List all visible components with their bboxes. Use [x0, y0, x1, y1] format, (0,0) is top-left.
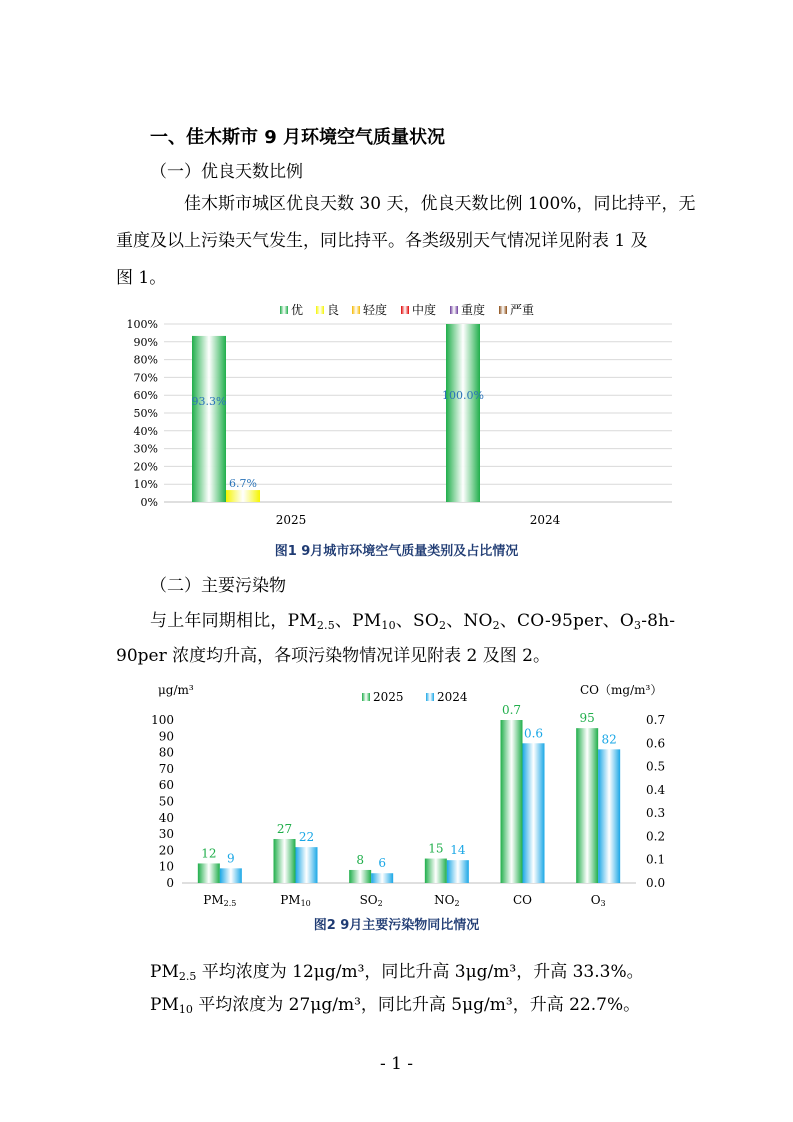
chart1-ytick-label: 70%: [133, 371, 158, 385]
chart2-left-tick-label: 0: [166, 876, 174, 890]
chart1-legend-label: 优: [291, 303, 304, 317]
chart2-data-label: 82: [601, 732, 617, 747]
chart2-right-tick-label: 0.4: [646, 782, 666, 797]
chart1-ytick-label: 30%: [133, 442, 158, 456]
chart2-data-label: 0.7: [501, 703, 522, 717]
chart2-bar-PM2.5-2024: [220, 868, 242, 883]
chart2-legend-swatch: [426, 693, 434, 701]
chart1-legend-item-4: [450, 302, 485, 317]
chart1-xtick-label: 2024: [529, 513, 561, 527]
chart2-xtick-label: O3: [590, 893, 606, 908]
subsection-title-2: （二）主要污染物: [150, 576, 286, 596]
chart2-left-tick-label: 10: [158, 859, 174, 874]
chart1-legend-label: 中度: [412, 303, 437, 317]
chart2-xtick-label: PM10: [280, 893, 311, 908]
chart2-data-label: 6: [378, 856, 386, 871]
chart1-data-label: 6.7%: [229, 477, 257, 491]
chart2-left-unit: μg/m³: [158, 683, 194, 697]
chart1-legend-swatch: [450, 306, 458, 314]
chart1-ytick-label: 80%: [133, 353, 158, 367]
chart2-bar-NO2-2025: [425, 859, 447, 883]
chart2-data-label: 9: [227, 851, 235, 866]
chart1-ytick-label: 100%: [126, 318, 158, 331]
chart1-legend-item-5: [499, 302, 534, 317]
page-number: - 1 -: [379, 1054, 414, 1074]
chart2-legend-label: 2024: [437, 690, 468, 704]
chart2-xtick-label: CO: [512, 893, 533, 907]
chart2-legend-item-0: [362, 690, 404, 704]
summary-pm25: $PM_{2.5}$ 平均浓度为 12μg/m³，同比升高 3μg/m³，升高 33.3%。: [150, 962, 644, 983]
paragraph-1-line-1: 佳木斯市城区优良天数 30 天，优良天数比例 100%，同比持平，无: [184, 194, 696, 214]
chart1-ytick-label: 40%: [133, 424, 158, 438]
chart2-legend-item-1: [426, 690, 468, 704]
chart2-legend: [362, 690, 468, 704]
chart2-bar-CO-2025: [501, 720, 523, 883]
chart2-bar-PM10-2024: [296, 847, 318, 883]
chart2-right-tick-label: 0.3: [646, 806, 666, 821]
paragraph-2-line-2: 90per 浓度均升高，各项污染物情况详见附表 2 及图 2。: [116, 646, 550, 666]
chart2-data-label: 15: [428, 841, 444, 856]
paragraph-1: [116, 186, 698, 297]
chart1-legend-swatch: [352, 306, 360, 314]
chart1-labels: [192, 389, 561, 527]
chart1-legend-label: 轻度: [363, 303, 388, 317]
chart2-bar-PM2.5-2025: [198, 863, 220, 883]
chart2-bar-PM10-2025: [274, 839, 296, 883]
chart1-ytick-label: 60%: [133, 389, 158, 403]
subsection-title-1: （一）优良天数比例: [150, 162, 303, 182]
chart2-caption: 图2 9月主要污染物同比情况: [313, 918, 480, 933]
chart2-bar-NO2-2024: [447, 860, 469, 883]
chart2-data-label: 12: [201, 846, 217, 861]
chart1-legend-label: 良: [327, 303, 340, 317]
chart2-bar-SO2-2025: [349, 870, 371, 883]
chart1-bar-2025-优: [192, 336, 226, 502]
chart1-ytick-label: 0%: [140, 496, 158, 509]
chart2-data-label: 0.6: [523, 726, 544, 741]
chart1-legend-item-1: [316, 303, 339, 317]
chart-pollutants-comparison: [140, 676, 680, 908]
chart2-bars: [198, 720, 620, 883]
chart2-left-tick-label: 30: [158, 827, 174, 842]
chart1-legend-swatch: [280, 306, 288, 314]
chart1-data-label: 93.3%: [191, 394, 227, 408]
chart2-data-label: 14: [450, 843, 466, 858]
chart2-right-tick-label: 0.5: [646, 759, 666, 774]
paragraph-1-line-3: 图 1。: [116, 268, 167, 288]
chart1-legend-swatch: [499, 306, 507, 314]
chart2-labels: [201, 703, 617, 908]
chart2-xtick-label: SO2: [359, 893, 383, 908]
chart2-legend-label: 2025: [373, 690, 404, 704]
chart2-left-tick-label: 100: [151, 713, 174, 727]
chart2-legend-swatch: [362, 693, 370, 701]
chart2-right-unit: CO（mg/m³）: [580, 683, 663, 697]
chart-air-quality-category: [112, 296, 692, 536]
chart1-ytick-label: 90%: [133, 335, 158, 349]
chart1-ytick-label: 10%: [133, 478, 158, 492]
chart1-legend-item-3: [401, 302, 436, 317]
chart2-data-label: 27: [276, 821, 293, 836]
chart1-legend-swatch: [401, 306, 409, 314]
chart2-right-tick-label: 0.6: [646, 736, 666, 751]
chart2-left-tick-label: 60: [158, 778, 174, 793]
chart2-left-tick-label: 50: [158, 794, 174, 809]
chart1-legend-label: 严重: [510, 303, 535, 317]
chart1-legend-item-0: [280, 302, 303, 317]
chart2-right-tick-label: 0.1: [646, 852, 666, 867]
chart2-left-tick-label: 70: [158, 761, 174, 776]
chart2-bar-O3-2025: [576, 728, 598, 883]
chart1-legend-item-2: [352, 302, 387, 317]
chart2-bar-SO2-2024: [371, 873, 393, 883]
paragraph-2-line-1: 与上年同期相比，$PM_{2.5}$、$PM_{10}$、$SO_2$、$NO_2$、CO-95per、$O_3-8h-$: [150, 611, 676, 632]
section-heading: 一、佳木斯市 9 月环境空气质量状况: [150, 127, 446, 148]
paragraph-1-line-2: 重度及以上污染天气发生，同比持平。各类级别天气情况详见附表 1 及: [116, 231, 648, 251]
chart2-left-tick-label: 40: [158, 810, 174, 825]
chart2-left-tick-label: 20: [158, 843, 174, 858]
chart2-data-label: 8: [356, 852, 364, 867]
chart2-bar-O3-2024: [598, 749, 620, 883]
chart2-left-tick-label: 90: [158, 729, 174, 744]
chart1-legend: [280, 302, 534, 317]
chart1-bar-2025-良: [226, 490, 260, 502]
chart2-data-label: 95: [579, 711, 595, 726]
chart2-xtick-label: PM2.5: [203, 893, 237, 908]
chart2-xtick-label: NO2: [434, 893, 460, 908]
chart1-bar-2024-优: [446, 324, 480, 502]
chart2-right-tick-label: 0.7: [646, 713, 666, 727]
chart1-legend-swatch: [316, 306, 324, 314]
summary-pm10: $PM_{10}$ 平均浓度为 27μg/m³，同比升高 5μg/m³，升高 22.7%。: [150, 995, 641, 1016]
chart1-data-label: 100.0%: [442, 389, 484, 402]
chart2-left-tick-label: 80: [158, 745, 174, 760]
chart2-data-label: 22: [298, 830, 315, 845]
chart1-legend-label: 重度: [461, 303, 486, 317]
chart1-xtick-label: 2025: [275, 513, 307, 527]
chart2-right-tick-label: 0.2: [646, 829, 666, 844]
chart2-right-tick-label: 0.0: [646, 876, 666, 890]
chart1-ytick-label: 20%: [133, 460, 158, 474]
chart2-bar-CO-2024: [523, 743, 545, 883]
chart1-caption: 图1 9月城市环境空气质量类别及占比情况: [274, 544, 519, 559]
chart1-ytick-label: 50%: [133, 407, 158, 420]
